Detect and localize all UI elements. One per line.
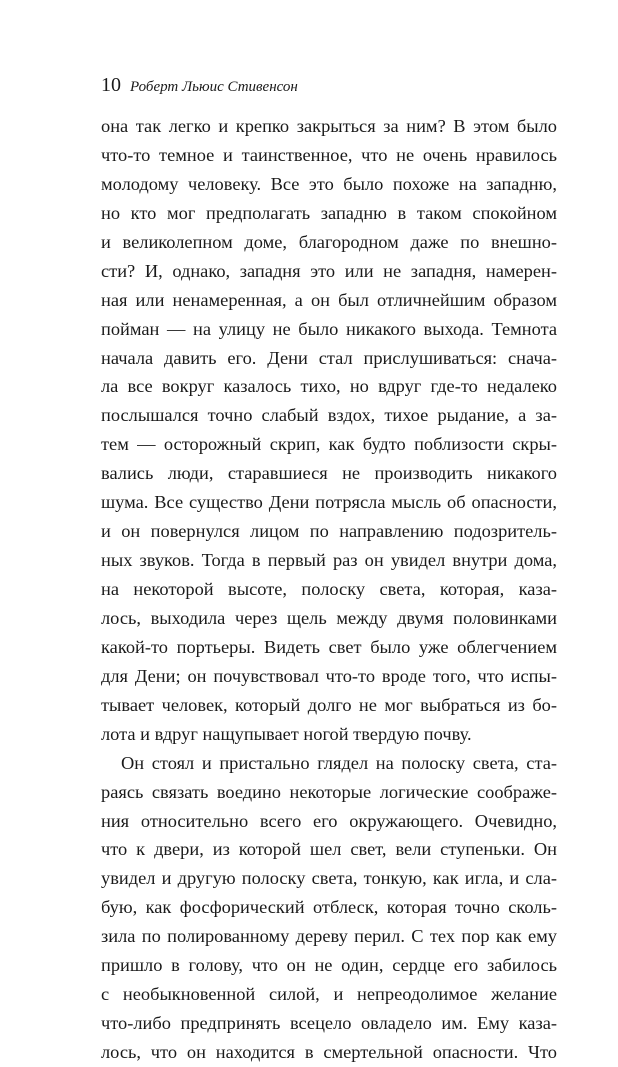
running-head xyxy=(101,72,298,98)
text-line: начала давить его. Дени стал прислушиваться: снача- xyxy=(101,347,557,368)
text-line: для Дени; он почувствовал что-то вроде того, что испы- xyxy=(101,665,557,686)
page-number: 10 xyxy=(101,74,121,96)
text-line: послышался точно слабый вздох, тихое рыдание, а за- xyxy=(101,405,557,426)
text-line: и он повернулся лицом по направлению подозритель- xyxy=(101,521,557,542)
text-line: лось, выходила через щель между двумя половинками xyxy=(101,607,557,628)
text-line: она так легко и крепко закрыться за ним? В этом было xyxy=(101,116,557,136)
paragraph-2 xyxy=(101,749,557,1067)
text-line: какой-то портьеры. Видеть свет было уже облегчением xyxy=(101,636,557,657)
running-head-author: Роберт Льюис Стивенсон xyxy=(130,79,298,95)
text-line: с необыкновенной силой, и непреодолимое желание xyxy=(101,984,557,1005)
text-line: вались люди, старавшиеся не производить никакого xyxy=(101,463,557,484)
text-line: но кто мог предполагать западню в таком спокойном xyxy=(101,202,557,223)
text-line: шума. Все существо Дени потрясла мысль об опасности, xyxy=(101,492,557,513)
text-line: ния относительно всего его окружающего. Очевидно, xyxy=(101,810,557,831)
text-line: ных звуков. Тогда в первый раз он увидел внутри дома, xyxy=(101,550,557,571)
text-line: сти? И, однако, западня это или не западня, намерен- xyxy=(101,260,557,281)
text-line: молодому человеку. Все это было похоже на западню, xyxy=(101,173,557,194)
text-line: ная или ненамеренная, а он был отличнейшим образом xyxy=(101,289,557,310)
paragraph-1 xyxy=(101,112,557,749)
text-line: Он стоял и пристально глядел на полоску света, ста- xyxy=(121,752,557,773)
text-line: тем — осторожный скрип, как будто поблизости скры- xyxy=(101,434,557,455)
text-line: бую, как фосфорический отблеск, которая точно сколь- xyxy=(101,897,557,918)
body-text xyxy=(101,112,557,1067)
text-line: лота и вдруг нащупывает ногой твердую почву. xyxy=(101,723,472,744)
text-line: на некоторой высоте, полоску света, которая, каза- xyxy=(101,579,557,599)
text-line: раясь связать воедино некоторые логические соображе- xyxy=(101,781,557,802)
text-line: зила по полированному дереву перил. С тех пор как ему xyxy=(101,926,557,947)
text-line: увидел и другую полоску света, тонкую, как игла, и сла- xyxy=(101,868,557,889)
text-line: пойман — на улицу не было никакого выхода. Темнота xyxy=(101,318,557,339)
text-line: что к двери, из которой шел свет, вели ступеньки. Он xyxy=(101,839,557,860)
text-line: тывает человек, который долго не мог выбраться из бо- xyxy=(101,694,557,715)
text-line: и великолепном доме, благородном даже по внешно- xyxy=(101,231,557,252)
text-line: что-то темное и таинственное, что не очень нравилось xyxy=(101,144,557,165)
text-line: что-либо предпринять всецело овладело им. Ему каза- xyxy=(101,1013,557,1034)
text-line: пришло в голову, что он не один, сердце его забилось xyxy=(101,955,557,976)
text-line: лось, что он находится в смертельной опасности. Что xyxy=(101,1042,557,1062)
text-line: ла все вокруг казалось тихо, но вдруг где-то недалеко xyxy=(101,376,557,397)
